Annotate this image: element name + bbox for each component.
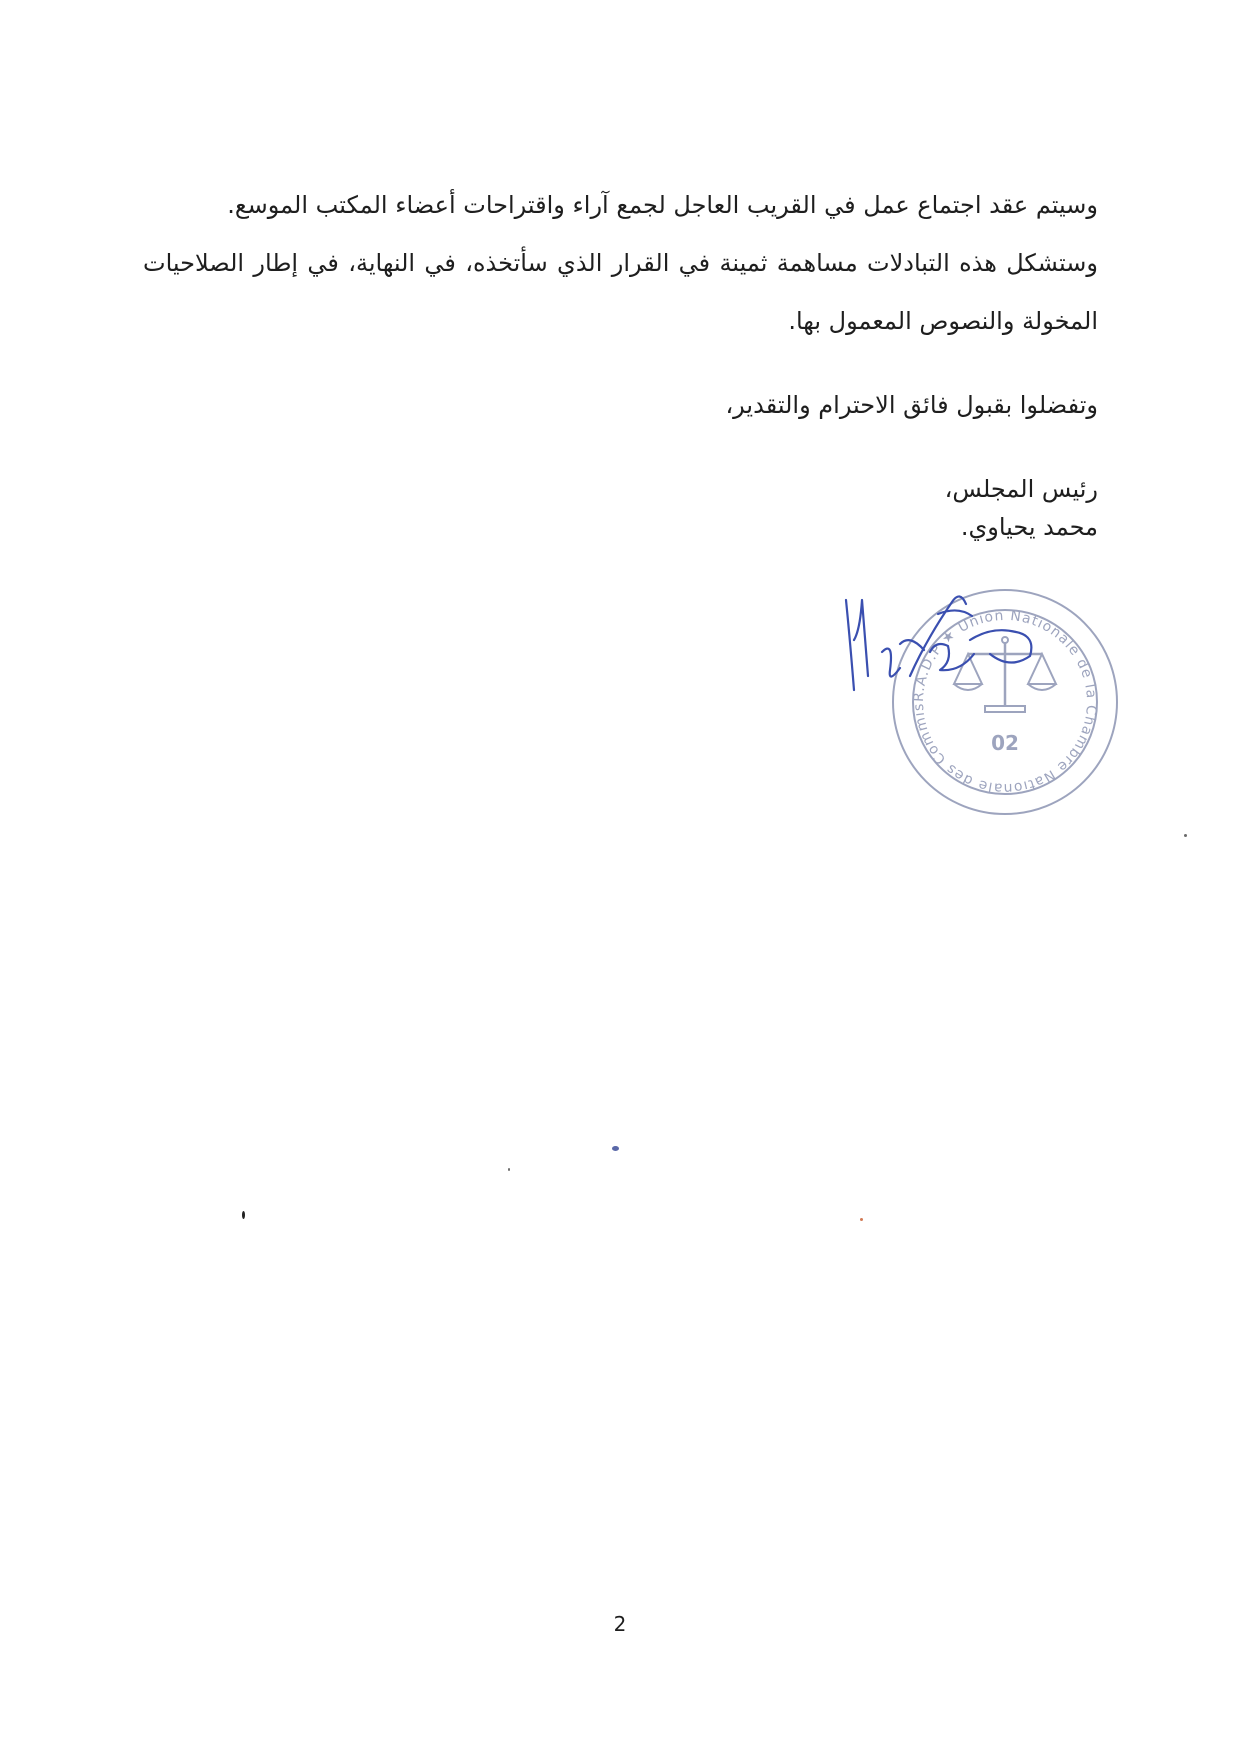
closing-salutation: وتفضلوا بقبول فائق الاحترام والتقدير، bbox=[725, 391, 1098, 419]
stamp-and-signature bbox=[840, 580, 1140, 830]
scan-speck bbox=[612, 1146, 619, 1151]
stamp-ring-text: R.A.D.P ★ Union Nationale de la Chambre Nationale des Commis bbox=[910, 607, 1100, 797]
scan-speck bbox=[508, 1168, 510, 1171]
scan-speck bbox=[860, 1218, 863, 1221]
signatory-block bbox=[945, 470, 1098, 546]
scales-of-justice-icon bbox=[954, 637, 1056, 712]
letter-body bbox=[143, 176, 1098, 350]
paragraph-meeting: وسيتم عقد اجتماع عمل في القريب العاجل لجمع آراء واقتراحات أعضاء المكتب الموسع. bbox=[227, 191, 1098, 219]
official-stamp bbox=[840, 580, 1117, 814]
svg-text:R.A.D.P ★ Union Nationale de l bbox=[840, 580, 1099, 796]
scan-speck bbox=[1184, 834, 1187, 837]
signatory-name: محمد يحياوي. bbox=[960, 513, 1098, 541]
page-number: 2 bbox=[613, 1612, 627, 1636]
scan-speck bbox=[242, 1211, 245, 1219]
paragraph-exchanges: وستشكل هذه التبادلات مساهمة ثمينة في القرار الذي سأتخذه، في النهاية، في إطار الصلاحيات المخولة والنصوص المعمول بها. bbox=[143, 249, 1098, 335]
signatory-title: رئيس المجلس، bbox=[944, 475, 1098, 503]
stamp-center-number: 02 bbox=[991, 731, 1019, 755]
